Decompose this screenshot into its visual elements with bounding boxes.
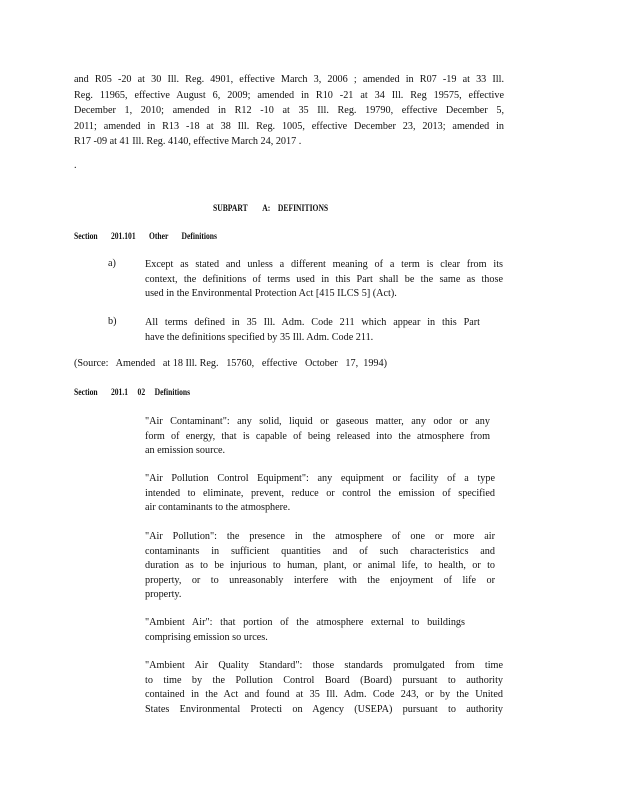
history-paragraph xyxy=(74,72,504,150)
paragraph-line: contained in the Act and found at 35 Ill. Adm. Code 243, or by the United xyxy=(145,689,503,700)
paragraph-line: Except as stated and unless a different meaning of a term is clear from its xyxy=(145,259,503,270)
definition-entry xyxy=(145,616,465,645)
paragraph-line: used in the Environmental Protection Act [415 ILCS 5] (Act). xyxy=(145,288,397,299)
paragraph-line: "Ambient Air": that portion of the atmosphere external to buildings xyxy=(145,617,465,628)
source-note: (Source: Amended at 18 Ill. Reg. 15760, effective October 17, 1994) xyxy=(74,358,388,369)
definition-entry xyxy=(145,530,495,603)
definition-entry xyxy=(145,659,503,717)
paragraph-line: context, the definitions of terms used in this Part shall be the same as those xyxy=(145,273,503,285)
paragraph-line: "Air Pollution": the presence in the atmosphere of one or more air xyxy=(145,531,495,542)
history-line: 2011; amended in R13 -18 at 38 Ill. Reg. 1005, effective December 23, 2013; amended in xyxy=(74,120,504,132)
paragraph-line: form of energy, that is capable of being released into the atmosphere from xyxy=(145,430,490,442)
item-label: b) xyxy=(108,316,117,327)
history-line: R17 -09 at 41 Ill. Reg. 4140, effective March 24, 2017 . xyxy=(74,136,302,148)
paragraph-line: "Ambient Air Quality Standard": those standards promulgated from time xyxy=(145,660,503,671)
paragraph-line: contaminants in sufficient quantities and of such characteristics and xyxy=(145,545,495,557)
item-label: a) xyxy=(108,258,116,269)
stray-mark: . xyxy=(74,160,77,171)
history-line: Reg. 11965, effective August 6, 2009; amended in R10 -21 at 34 Ill. Reg 19575, effective xyxy=(74,89,504,101)
paragraph-line: property, or to unreasonably interfere with the enjoyment of life or xyxy=(145,574,495,586)
paragraph-line: property. xyxy=(145,589,182,600)
subpart-heading: SUBPART A: DEFINITIONS xyxy=(213,204,329,214)
paragraph-line: "Air Pollution Control Equipment": any equipment or facility of a type xyxy=(145,473,495,484)
paragraph-line: All terms defined in 35 Ill. Adm. Code 211 which appear in this Part xyxy=(145,317,480,328)
paragraph-line: have the definitions specified by 35 Ill. Adm. Code 211. xyxy=(145,331,374,343)
paragraph-line: States Environmental Protecti on Agency (USEPA) pursuant to authority xyxy=(145,703,503,715)
paragraph-line: air contaminants to the atmosphere. xyxy=(145,502,291,513)
history-line: December 1, 2010; amended in R12 -10 at 35 Ill. Reg. 19790, effective December 5, xyxy=(74,105,504,117)
definition-entry xyxy=(145,472,495,516)
paragraph-line: duration as to be injurious to human, plant, or animal life, to health, or to xyxy=(145,560,495,571)
paragraph-line: to time by the Pollution Control Board (Board) pursuant to authority xyxy=(145,674,503,686)
paragraph-line: an emission source. xyxy=(145,445,226,456)
section-heading: Section 201.101 Other Definitions xyxy=(74,232,217,242)
section-heading: Section 201.1 02 Definitions xyxy=(74,388,191,398)
definition-paragraph xyxy=(145,316,480,345)
paragraph-line: intended to eliminate, prevent, reduce or control the emission of specified xyxy=(145,487,495,499)
definition-paragraph xyxy=(145,258,503,302)
history-line: and R05 -20 at 30 Ill. Reg. 4901, effective March 3, 2006 ; amended in R07 -19 at 33 Ill. xyxy=(74,74,504,85)
paragraph-line: comprising emission so urces. xyxy=(145,631,268,643)
definition-entry xyxy=(145,415,490,459)
paragraph-line: "Air Contaminant": any solid, liquid or gaseous matter, any odor or any xyxy=(145,416,490,427)
